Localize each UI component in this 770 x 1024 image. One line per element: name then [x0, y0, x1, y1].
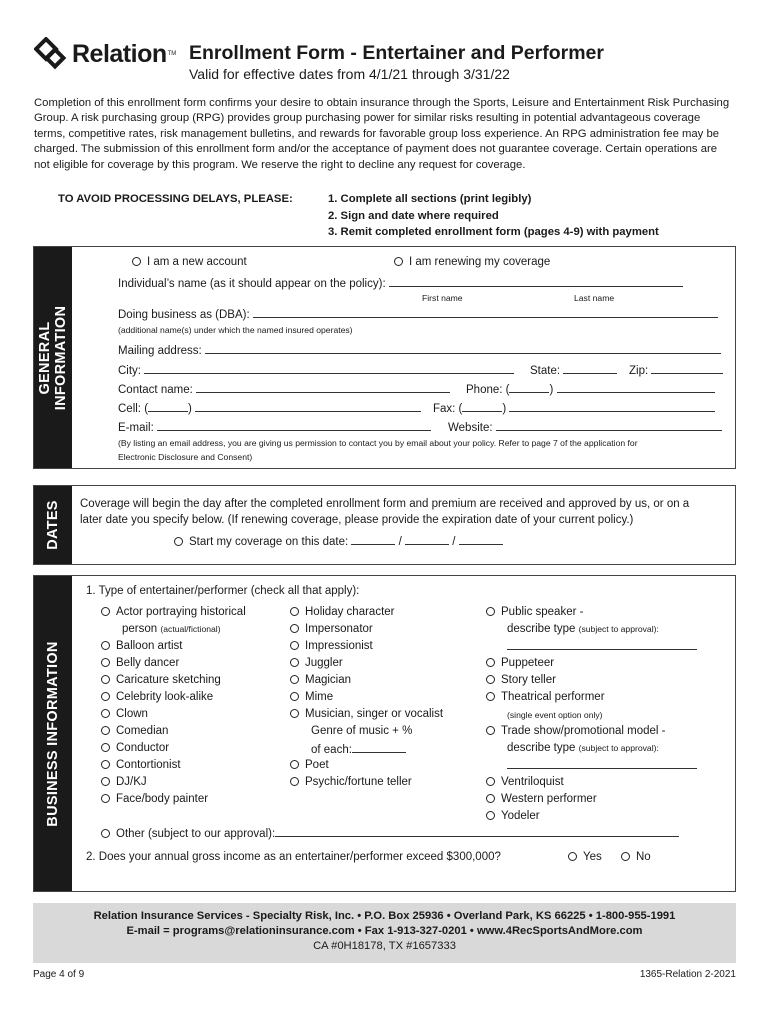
checkbox-icon[interactable] [101, 641, 110, 650]
form-code: 1365-Relation 2-2021 [639, 969, 736, 980]
state-field[interactable]: State: [530, 363, 617, 377]
general-information-side-label [34, 247, 72, 468]
checkbox-icon[interactable] [101, 794, 110, 803]
option-trade-show-model[interactable]: Trade show/promotional model - [486, 725, 665, 737]
public-speaker-describe-field[interactable] [507, 639, 697, 653]
contact-name-line[interactable] [196, 382, 450, 393]
checkbox-icon[interactable] [486, 811, 495, 820]
dba-line[interactable] [253, 307, 718, 318]
other-line[interactable] [275, 826, 679, 837]
instructions-steps [328, 191, 659, 241]
option-magician[interactable]: Magician [290, 674, 351, 686]
gross-income-yes[interactable]: Yes [568, 851, 602, 863]
genre-of-each-field[interactable]: of each: [311, 742, 406, 756]
option-face-body-painter[interactable]: Face/body painter [101, 793, 208, 805]
checkbox-icon[interactable] [101, 709, 110, 718]
email-line[interactable] [157, 420, 431, 431]
option-impersonator[interactable]: Impersonator [290, 623, 373, 635]
mailing-address-line[interactable] [205, 343, 721, 354]
radio-icon[interactable] [621, 852, 630, 861]
city-field[interactable]: City: [118, 363, 514, 377]
trade-show-describe-field[interactable] [507, 758, 697, 772]
checkbox-icon[interactable] [101, 777, 110, 786]
side-label: DATES [45, 500, 61, 550]
trade-show-describe: describe type (subject to approval): [507, 742, 659, 754]
checkbox-icon[interactable] [101, 829, 110, 838]
checkbox-icon[interactable] [101, 658, 110, 667]
new-account-option[interactable]: I am a new account [132, 256, 247, 268]
option-theatrical-performer[interactable]: Theatrical performer [486, 691, 605, 703]
individual-name-field[interactable]: Individual’s name (as it should appear on the policy): [118, 276, 683, 290]
fax-number-line[interactable] [509, 401, 715, 412]
page-subtitle: Valid for effective dates from 4/1/21 through 3/31/22 [189, 66, 510, 82]
checkbox-icon[interactable] [486, 794, 495, 803]
checkbox-icon[interactable] [290, 658, 299, 667]
checkbox-icon[interactable] [486, 607, 495, 616]
question-1: 1. Type of entertainer/performer (check all that apply): [86, 585, 360, 597]
footer-address: Relation Insurance Services - Specialty Risk, Inc. • P.O. Box 25936 • Overland Park, KS 66225 • 1-800-955-1991 [93, 910, 676, 922]
option-juggler[interactable]: Juggler [290, 657, 343, 669]
page-number: Page 4 of 9 [33, 969, 85, 980]
dates-description-line1: Coverage will begin the day after the completed enrollment form and premium are received and approved by us, or on a [80, 498, 690, 510]
checkbox-icon[interactable] [290, 675, 299, 684]
start-year-line[interactable] [459, 534, 503, 545]
option-comedian[interactable]: Comedian [101, 725, 168, 737]
option-belly-dancer[interactable]: Belly dancer [101, 657, 179, 669]
website-field[interactable]: Website: [448, 420, 722, 434]
start-day-line[interactable] [405, 534, 449, 545]
header [34, 36, 734, 92]
option-holiday-character[interactable]: Holiday character [290, 606, 394, 618]
checkbox-icon[interactable] [486, 692, 495, 701]
option-ventriloquist[interactable]: Ventriloquist [486, 776, 564, 788]
fax-area-code-line[interactable] [462, 401, 502, 412]
radio-icon[interactable] [132, 257, 141, 266]
phone-number-line[interactable] [557, 382, 715, 393]
mailing-address-field[interactable]: Mailing address: [118, 343, 721, 357]
individual-name-line[interactable] [389, 276, 683, 287]
option-clown[interactable]: Clown [101, 708, 148, 720]
dba-note: (additional name(s) under which the named insured operates) [118, 325, 353, 335]
checkbox-icon[interactable] [101, 692, 110, 701]
checkbox-icon[interactable] [290, 624, 299, 633]
zip-line[interactable] [651, 363, 723, 374]
business-information-section [33, 575, 736, 892]
option-public-speaker[interactable]: Public speaker - [486, 606, 583, 618]
checkbox-icon[interactable] [290, 641, 299, 650]
public-speaker-describe: describe type (subject to approval): [507, 623, 659, 635]
dates-side-label [34, 486, 72, 564]
page-title: Enrollment Form - Entertainer and Performer [189, 42, 604, 64]
gross-income-no[interactable]: No [621, 851, 651, 863]
city-line[interactable] [144, 363, 514, 374]
email-note-line1: (By listing an email address, you are giving us permission to contact you by email about your policy. Refer to page 7 of the application for [118, 438, 638, 448]
radio-icon[interactable] [568, 852, 577, 861]
checkbox-icon[interactable] [290, 709, 299, 718]
option-musician[interactable]: Musician, singer or vocalist [290, 708, 443, 720]
business-information-side-label [34, 576, 72, 891]
email-field[interactable]: E-mail: [118, 420, 431, 434]
genre-line[interactable] [352, 742, 406, 753]
intro-paragraph: Completion of this enrollment form confirms your desire to obtain insurance through the Sports, Leisure and Entertainment Risk Purchasing Group. A risk purchasing group (RPG) provides group purchasing power for similar risks resulting in potential advantageous coverage terms, competitive rates, risk management bulletins, and rewards for favorable group loss experience. An RPG administration fee may be charged. The submission of this enrollment form and/or the acceptance of payment does not guarantee coverage. Certain operations are not eligible for coverage by this program. We reserve the right to decline any request for coverage. [34, 97, 730, 171]
option-actor[interactable]: Actor portraying historical [101, 606, 246, 618]
radio-icon[interactable] [394, 257, 403, 266]
option-actor-subtext: person (actual/fictional) [122, 623, 221, 635]
trademark: TM [167, 51, 177, 57]
relation-logo-icon [34, 37, 68, 71]
contact-name-field[interactable]: Contact name: [118, 382, 450, 396]
option-celebrity-look-alike[interactable]: Celebrity look-alike [101, 691, 213, 703]
fax-field[interactable]: Fax: ( ) [433, 401, 715, 415]
side-label-line2: INFORMATION [53, 305, 69, 410]
phone-field[interactable]: Phone: ( ) [466, 382, 715, 396]
first-name-caption: First name [422, 293, 463, 303]
email-note-line2: Electronic Disclosure and Consent) [118, 452, 253, 462]
checkbox-icon[interactable] [101, 743, 110, 752]
side-label-line1: GENERAL [37, 321, 53, 394]
checkbox-icon[interactable] [486, 777, 495, 786]
checkbox-icon[interactable] [290, 607, 299, 616]
checkbox-icon[interactable] [101, 726, 110, 735]
side-label: BUSINESS INFORMATION [45, 640, 61, 827]
option-puppeteer[interactable]: Puppeteer [486, 657, 554, 669]
option-impressionist[interactable]: Impressionist [290, 640, 373, 652]
relation-logo [34, 36, 179, 72]
brand-name: Relation [72, 39, 167, 68]
genre-of-music-label: Genre of music + % [311, 725, 413, 737]
checkbox-icon[interactable] [486, 675, 495, 684]
instruction-step-2: 2. Sign and date where required [328, 209, 499, 222]
checkbox-icon[interactable] [290, 777, 299, 786]
footer-contact-box [33, 903, 736, 963]
option-balloon-artist[interactable]: Balloon artist [101, 640, 182, 652]
start-coverage-option[interactable]: Start my coverage on this date: / / [174, 534, 503, 548]
option-mime[interactable]: Mime [290, 691, 333, 703]
option-contortionist[interactable]: Contortionist [101, 759, 181, 771]
cell-area-code-line[interactable] [148, 401, 188, 412]
dba-field[interactable]: Doing business as (DBA): [118, 307, 718, 321]
checkbox-icon[interactable] [101, 760, 110, 769]
last-name-caption: Last name [574, 293, 615, 303]
radio-icon[interactable] [174, 537, 183, 546]
trade-show-line[interactable] [507, 758, 697, 769]
instruction-step-1: 1. Complete all sections (print legibly) [328, 193, 532, 205]
checkbox-icon[interactable] [486, 658, 495, 667]
footer-license-numbers: CA #0H18178, TX #1657333 [313, 940, 456, 952]
checkbox-icon[interactable] [486, 726, 495, 735]
question-2: 2. Does your annual gross income as an entertainer/performer exceed $300,000? [86, 851, 501, 863]
general-information-section [33, 246, 736, 469]
option-poet[interactable]: Poet [290, 759, 329, 771]
option-other[interactable]: Other (subject to our approval): [101, 826, 679, 840]
footer-email-fax-web: E-mail = programs@relationinsurance.com • Fax 1-913-327-0201 • www.4RecSportsAndMore.com [126, 925, 643, 937]
website-line[interactable] [496, 420, 722, 431]
cell-number-line[interactable] [195, 401, 421, 412]
checkbox-icon[interactable] [290, 692, 299, 701]
public-speaker-line[interactable] [507, 639, 697, 650]
renewing-option[interactable]: I am renewing my coverage [394, 256, 550, 268]
start-month-line[interactable] [351, 534, 395, 545]
dates-section [33, 485, 736, 565]
option-psychic[interactable]: Psychic/fortune teller [290, 776, 412, 788]
single-event-note: (single event option only) [507, 710, 603, 720]
instructions-label: TO AVOID PROCESSING DELAYS, PLEASE: [58, 193, 293, 205]
option-caricature-sketching[interactable]: Caricature sketching [101, 674, 221, 686]
option-conductor[interactable]: Conductor [101, 742, 169, 754]
checkbox-icon[interactable] [101, 607, 110, 616]
instruction-step-3: 3. Remit completed enrollment form (pages 4-9) with payment [328, 226, 659, 238]
checkbox-icon[interactable] [290, 760, 299, 769]
state-line[interactable] [563, 363, 617, 374]
checkbox-icon[interactable] [101, 675, 110, 684]
option-yodeler[interactable]: Yodeler [486, 810, 540, 822]
option-western-performer[interactable]: Western performer [486, 793, 597, 805]
cell-field[interactable]: Cell: ( ) [118, 401, 421, 415]
option-dj-kj[interactable]: DJ/KJ [101, 776, 147, 788]
zip-field[interactable]: Zip: [629, 363, 723, 377]
dates-description-line2: later date you specify below. (If renewing coverage, please provide the expiration date of your current policy.) [80, 514, 634, 526]
phone-area-code-line[interactable] [509, 382, 549, 393]
option-story-teller[interactable]: Story teller [486, 674, 556, 686]
